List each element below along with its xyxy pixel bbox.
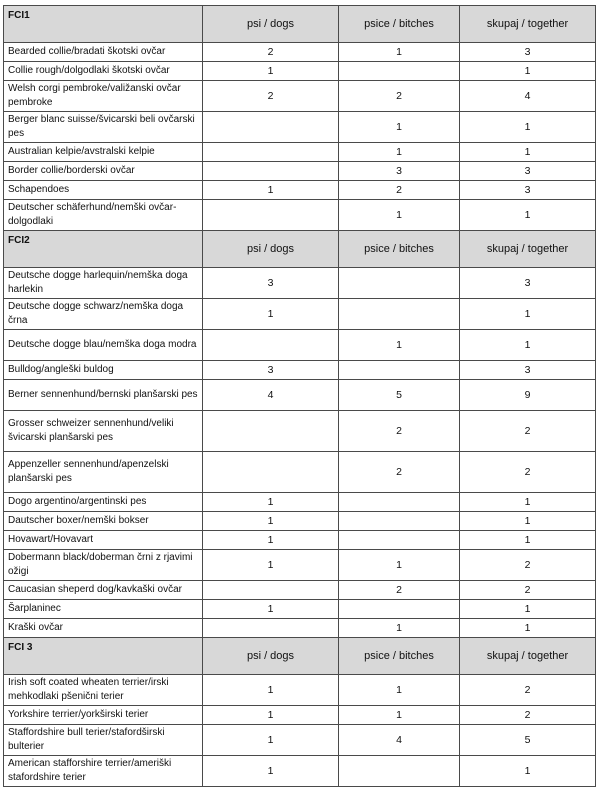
- group-header-row: [4, 638, 596, 675]
- table-row: [4, 361, 596, 380]
- table-row: [4, 756, 596, 787]
- dogs-count: 2: [203, 81, 339, 112]
- column-header-together: skupaj / together: [460, 638, 596, 675]
- bitches-count: 2: [339, 81, 460, 112]
- table-row: [4, 512, 596, 531]
- together-count: 4: [460, 81, 596, 112]
- breed-name: Berner sennenhund/bernski planšarski pes: [4, 380, 203, 411]
- table-row: [4, 143, 596, 162]
- bitches-count: 1: [339, 330, 460, 361]
- breed-name: Australian kelpie/avstralski kelpie: [4, 143, 203, 162]
- dogs-count: [203, 162, 339, 181]
- together-count: 1: [460, 512, 596, 531]
- bitches-count: 1: [339, 619, 460, 638]
- bitches-count: 2: [339, 581, 460, 600]
- together-count: 5: [460, 725, 596, 756]
- table-row: [4, 380, 596, 411]
- table-row: [4, 452, 596, 493]
- bitches-count: 1: [339, 43, 460, 62]
- breed-name: Dobermann black/doberman črni z rjavimi ožigi: [4, 550, 203, 581]
- dogs-count: 3: [203, 361, 339, 380]
- breed-name: Šarplaninec: [4, 600, 203, 619]
- together-count: 2: [460, 452, 596, 493]
- dogs-count: [203, 143, 339, 162]
- dogs-count: 1: [203, 675, 339, 706]
- column-header-dogs: psi / dogs: [203, 6, 339, 43]
- table-row: [4, 62, 596, 81]
- bitches-count: 2: [339, 452, 460, 493]
- table-row: [4, 299, 596, 330]
- bitches-count: 1: [339, 675, 460, 706]
- bitches-count: 1: [339, 143, 460, 162]
- group-header-row: [4, 6, 596, 43]
- column-header-bitches: psice / bitches: [339, 231, 460, 268]
- together-count: 1: [460, 112, 596, 143]
- dogs-count: 1: [203, 512, 339, 531]
- breed-name: Berger blanc suisse/švicarski beli ovčarski pes: [4, 112, 203, 143]
- breed-name: Appenzeller sennenhund/apenzelski planšarski pes: [4, 452, 203, 493]
- table-row: [4, 619, 596, 638]
- breed-name: American stafforshire terrier/ameriški stafordshire terier: [4, 756, 203, 787]
- together-count: 2: [460, 550, 596, 581]
- table-row: [4, 200, 596, 231]
- table-row: [4, 330, 596, 361]
- column-header-dogs: psi / dogs: [203, 231, 339, 268]
- breed-name: Welsh corgi pembroke/valižanski ovčar pembroke: [4, 81, 203, 112]
- table-row: [4, 411, 596, 452]
- bitches-count: 2: [339, 181, 460, 200]
- table-row: [4, 706, 596, 725]
- together-count: 1: [460, 299, 596, 330]
- together-count: 1: [460, 200, 596, 231]
- breed-name: Grosser schweizer sennenhund/veliki švicarski planšarski pes: [4, 411, 203, 452]
- bitches-count: 4: [339, 725, 460, 756]
- together-count: 1: [460, 531, 596, 550]
- together-count: 1: [460, 493, 596, 512]
- breed-name: Bearded collie/bradati škotski ovčar: [4, 43, 203, 62]
- bitches-count: 2: [339, 411, 460, 452]
- together-count: 3: [460, 162, 596, 181]
- table-row: [4, 181, 596, 200]
- table-body: [4, 6, 596, 787]
- bitches-count: [339, 600, 460, 619]
- breed-entries-table: [3, 5, 596, 787]
- breed-name: Deutsche dogge blau/nemška doga modra: [4, 330, 203, 361]
- dogs-count: 1: [203, 725, 339, 756]
- table-row: [4, 675, 596, 706]
- bitches-count: [339, 268, 460, 299]
- together-count: 1: [460, 330, 596, 361]
- bitches-count: 5: [339, 380, 460, 411]
- bitches-count: [339, 756, 460, 787]
- breed-name: Dogo argentino/argentinski pes: [4, 493, 203, 512]
- together-count: 2: [460, 706, 596, 725]
- bitches-count: [339, 299, 460, 330]
- table-row: [4, 600, 596, 619]
- breed-name: Deutscher schäferhund/nemški ovčar-dolgodlaki: [4, 200, 203, 231]
- dogs-count: 1: [203, 181, 339, 200]
- dogs-count: 4: [203, 380, 339, 411]
- together-count: 1: [460, 143, 596, 162]
- together-count: 3: [460, 268, 596, 299]
- column-header-bitches: psice / bitches: [339, 6, 460, 43]
- dogs-count: 1: [203, 531, 339, 550]
- table-row: [4, 531, 596, 550]
- dogs-count: [203, 581, 339, 600]
- together-count: 9: [460, 380, 596, 411]
- bitches-count: 1: [339, 200, 460, 231]
- dogs-count: [203, 112, 339, 143]
- dogs-count: 2: [203, 43, 339, 62]
- breed-name: Collie rough/dolgodlaki škotski ovčar: [4, 62, 203, 81]
- dogs-count: [203, 411, 339, 452]
- bitches-count: [339, 62, 460, 81]
- column-header-together: skupaj / together: [460, 231, 596, 268]
- table-row: [4, 581, 596, 600]
- breed-name: Kraški ovčar: [4, 619, 203, 638]
- breed-name: Deutsche dogge harlequin/nemška doga harlekin: [4, 268, 203, 299]
- dogs-count: 1: [203, 600, 339, 619]
- together-count: 2: [460, 675, 596, 706]
- bitches-count: [339, 531, 460, 550]
- group-name: FCI1: [4, 6, 203, 43]
- dogs-count: 1: [203, 299, 339, 330]
- bitches-count: 1: [339, 112, 460, 143]
- table-row: [4, 43, 596, 62]
- breed-name: Yorkshire terrier/yorkširski terier: [4, 706, 203, 725]
- bitches-count: 1: [339, 706, 460, 725]
- together-count: 1: [460, 619, 596, 638]
- table-row: [4, 550, 596, 581]
- breed-name: Caucasian sheperd dog/kavkaški ovčar: [4, 581, 203, 600]
- table-row: [4, 268, 596, 299]
- table-row: [4, 493, 596, 512]
- column-header-together: skupaj / together: [460, 6, 596, 43]
- group-name: FCI 3: [4, 638, 203, 675]
- breed-name: Bulldog/angleški buldog: [4, 361, 203, 380]
- dogs-count: 1: [203, 706, 339, 725]
- column-header-dogs: psi / dogs: [203, 638, 339, 675]
- table-row: [4, 725, 596, 756]
- together-count: 3: [460, 181, 596, 200]
- table-row: [4, 81, 596, 112]
- together-count: 2: [460, 581, 596, 600]
- bitches-count: [339, 361, 460, 380]
- dogs-count: [203, 619, 339, 638]
- table-row: [4, 112, 596, 143]
- table-row: [4, 162, 596, 181]
- breed-name: Dautscher boxer/nemški bokser: [4, 512, 203, 531]
- bitches-count: 3: [339, 162, 460, 181]
- breed-name: Staffordshire bull terier/stafordširski bulterier: [4, 725, 203, 756]
- together-count: 1: [460, 756, 596, 787]
- dogs-count: [203, 330, 339, 361]
- bitches-count: 1: [339, 550, 460, 581]
- together-count: 1: [460, 600, 596, 619]
- dogs-count: 1: [203, 756, 339, 787]
- dogs-count: [203, 200, 339, 231]
- breed-name: Hovawart/Hovavart: [4, 531, 203, 550]
- together-count: 3: [460, 361, 596, 380]
- group-name: FCI2: [4, 231, 203, 268]
- together-count: 2: [460, 411, 596, 452]
- dogs-count: 1: [203, 493, 339, 512]
- breed-name: Border collie/borderski ovčar: [4, 162, 203, 181]
- column-header-bitches: psice / bitches: [339, 638, 460, 675]
- bitches-count: [339, 493, 460, 512]
- together-count: 3: [460, 43, 596, 62]
- dogs-count: 1: [203, 550, 339, 581]
- together-count: 1: [460, 62, 596, 81]
- dogs-count: 3: [203, 268, 339, 299]
- bitches-count: [339, 512, 460, 531]
- breed-name: Schapendoes: [4, 181, 203, 200]
- dogs-count: [203, 452, 339, 493]
- breed-name: Deutsche dogge schwarz/nemška doga črna: [4, 299, 203, 330]
- breed-name: Irish soft coated wheaten terrier/irski mehkodlaki pšenični terier: [4, 675, 203, 706]
- group-header-row: [4, 231, 596, 268]
- dogs-count: 1: [203, 62, 339, 81]
